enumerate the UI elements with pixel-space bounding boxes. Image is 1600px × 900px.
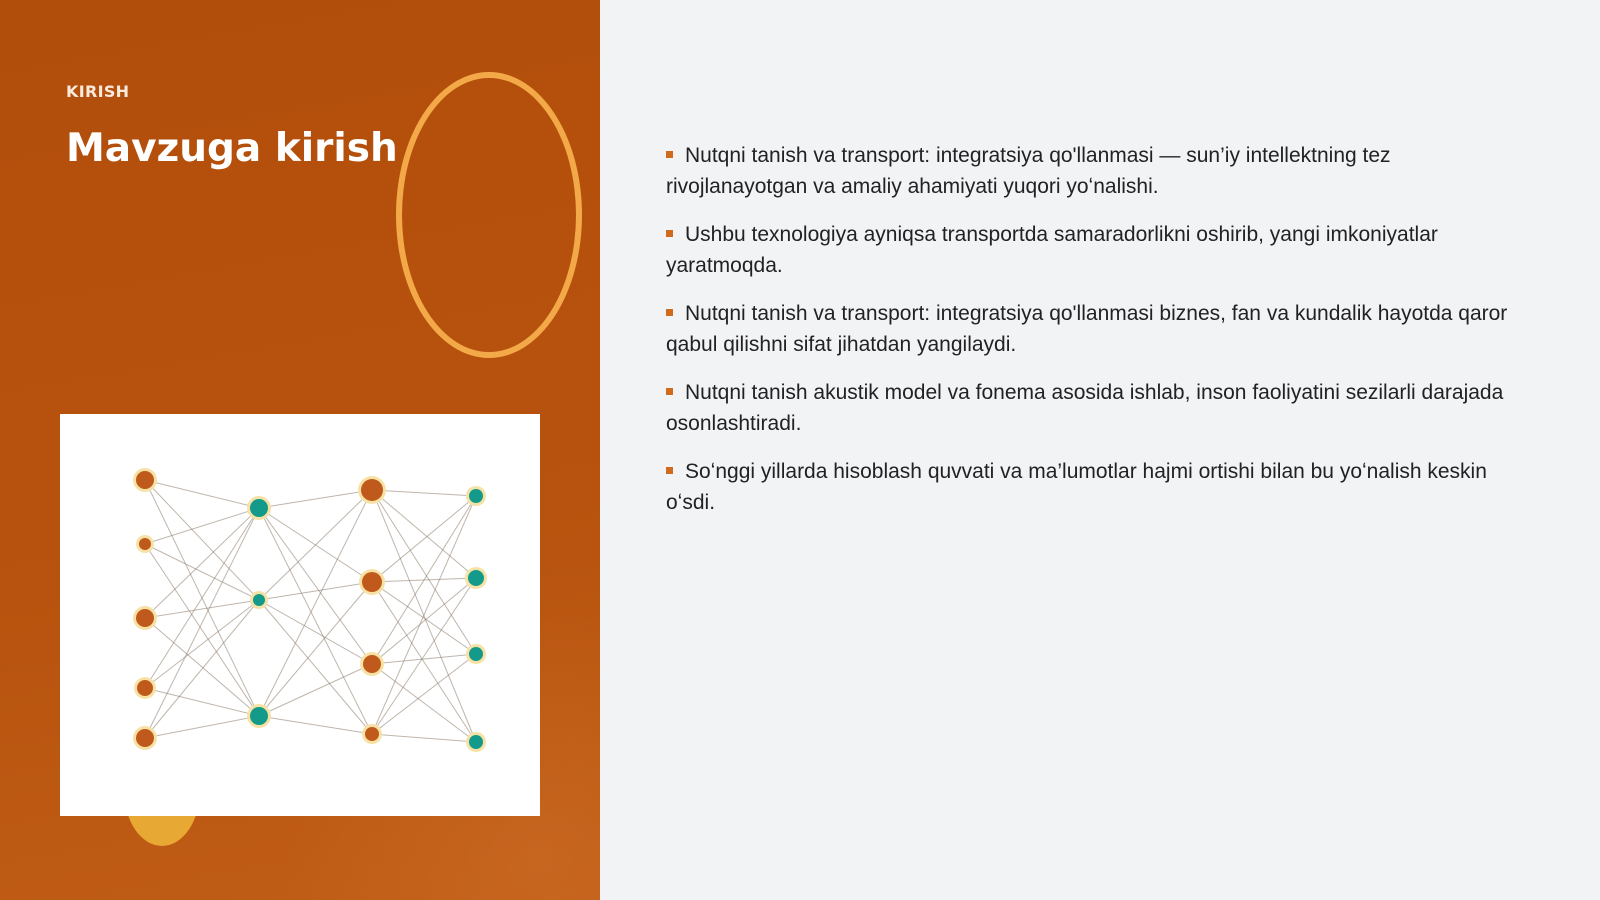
network-node xyxy=(365,727,379,741)
network-connection xyxy=(259,664,372,716)
network-node xyxy=(250,707,268,725)
bullet-item xyxy=(666,377,1536,439)
network-connection xyxy=(372,490,476,496)
network-node xyxy=(136,729,154,747)
neural-network-illustration xyxy=(60,414,540,816)
network-connection xyxy=(145,508,259,544)
network-node xyxy=(136,471,154,489)
network-connection xyxy=(259,490,372,600)
network-node xyxy=(139,538,151,550)
network-connection xyxy=(145,508,259,738)
network-connection xyxy=(372,582,476,654)
network-node xyxy=(137,680,153,696)
network-connection xyxy=(372,490,476,654)
network-connection xyxy=(372,654,476,734)
bullet-text: Nutqni tanish va transport: integratsiya qo'llanmasi — sun’iy intellektning tez rivojlanayotgan va amaliy ahamiyati yuqori yoʻnalishi. xyxy=(666,144,1391,198)
network-connection xyxy=(372,490,476,578)
network-connection xyxy=(145,618,259,716)
bullet-item xyxy=(666,456,1536,518)
slide-title: Mavzuga kirish xyxy=(66,126,398,171)
network-connection xyxy=(259,508,372,664)
network-node xyxy=(469,735,483,749)
network-connection xyxy=(259,508,372,734)
network-node xyxy=(250,499,268,517)
decorative-ring xyxy=(396,72,582,358)
section-label: KIRISH xyxy=(66,82,130,101)
network-connection xyxy=(145,508,259,688)
network-connection xyxy=(145,544,259,600)
network-connection xyxy=(259,490,372,716)
bullet-list xyxy=(666,140,1536,535)
network-connection xyxy=(372,496,476,664)
bullet-item xyxy=(666,140,1536,202)
illustration-frame xyxy=(60,414,540,816)
network-connection xyxy=(259,716,372,734)
network-node xyxy=(253,594,265,606)
network-connection xyxy=(372,496,476,582)
network-connection xyxy=(145,600,259,738)
bullet-item xyxy=(666,219,1536,281)
network-connection xyxy=(372,578,476,664)
left-panel xyxy=(0,0,600,900)
network-connection xyxy=(145,600,259,688)
network-connection xyxy=(145,480,259,600)
bullet-marker xyxy=(666,151,673,158)
network-node xyxy=(361,479,383,501)
network-connection xyxy=(372,734,476,742)
bullet-text: Nutqni tanish va transport: integratsiya qo'llanmasi biznes, fan va kundalik hayotda qaror qabul qilishni sifat jihatdan yangilaydi. xyxy=(666,302,1508,356)
network-connection xyxy=(145,508,259,618)
network-node xyxy=(136,609,154,627)
network-connection xyxy=(145,544,259,716)
network-connections xyxy=(145,480,476,742)
network-node xyxy=(468,570,484,586)
bullet-text: Ushbu texnologiya ayniqsa transportda samaradorlikni oshirib, yangi imkoniyatlar yaratmoqda. xyxy=(666,223,1438,277)
network-node xyxy=(362,572,382,592)
network-node xyxy=(363,655,381,673)
bullet-marker xyxy=(666,309,673,316)
network-connection xyxy=(145,600,259,618)
network-connection xyxy=(259,582,372,600)
network-node xyxy=(469,489,483,503)
network-node xyxy=(469,647,483,661)
bullet-item xyxy=(666,298,1536,360)
network-connection xyxy=(145,688,259,716)
bullet-text: Soʻnggi yillarda hisoblash quvvati va ma’lumotlar hajmi ortishi bilan bu yoʻnalish keskin oʻsdi. xyxy=(666,460,1487,514)
bullet-marker xyxy=(666,467,673,474)
network-connection xyxy=(372,496,476,734)
bullet-marker xyxy=(666,230,673,237)
network-connection xyxy=(259,600,372,664)
network-connection xyxy=(145,480,259,508)
bullet-marker xyxy=(666,388,673,395)
network-connection xyxy=(145,716,259,738)
bullet-text: Nutqni tanish akustik model va fonema asosida ishlab, inson faoliyatini sezilarli darajada osonlashtiradi. xyxy=(666,381,1504,435)
network-connection xyxy=(259,490,372,508)
